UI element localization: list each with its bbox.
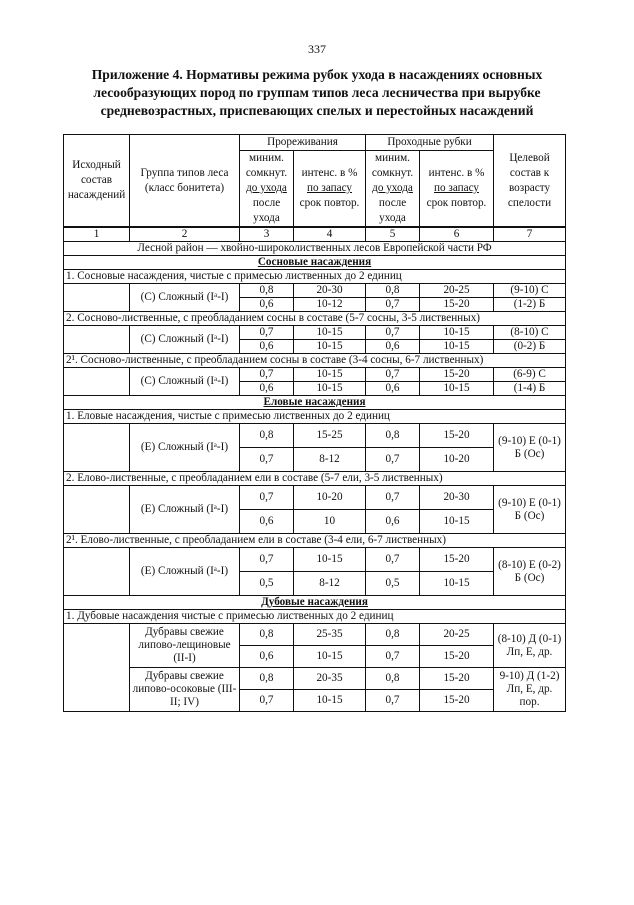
cell: 8-12 xyxy=(294,572,366,596)
cell: 15-20 xyxy=(420,368,494,382)
forest-type: Дубравы свежие липово-лещиновые (II-I) xyxy=(130,624,240,668)
cell: 20-30 xyxy=(420,486,494,510)
cell: 0,8 xyxy=(240,624,294,646)
group-row: 1. Еловые насаждения, чистые с примесью лиственных до 2 единиц xyxy=(64,410,566,424)
col-number: 2 xyxy=(130,227,240,242)
cell: 0,7 xyxy=(240,448,294,472)
cell: 0,8 xyxy=(240,284,294,298)
target-composition: 9-10) Д (1-2) Лп, Е, др. пор. xyxy=(494,668,566,712)
cell: 0,7 xyxy=(366,448,420,472)
cell: 10-15 xyxy=(294,326,366,340)
header-col7: Целевой состав к возрасту спелости xyxy=(494,135,566,228)
cell: 0,7 xyxy=(366,486,420,510)
header-min-density-1: миним. сомкнут. до ухода после ухода xyxy=(240,151,294,228)
group-row: 2¹. Елово-лиственные, с преобладанием ели в составе (3-4 ели, 6-7 лиственных) xyxy=(64,534,566,548)
cell: (9-10) С xyxy=(494,284,566,298)
cell: 20-30 xyxy=(294,284,366,298)
empty-cell xyxy=(64,624,130,712)
group-row: 2. Сосново-лиственные, с преобладанием сосны в составе (5-7 сосны, 3-5 лиственных) xyxy=(64,312,566,326)
cell: 0,6 xyxy=(240,340,294,354)
col-number: 6 xyxy=(420,227,494,242)
col-number: 5 xyxy=(366,227,420,242)
cell: 20-35 xyxy=(294,668,366,690)
cell: 0,8 xyxy=(366,624,420,646)
cell: 10-15 xyxy=(420,510,494,534)
cell: (1-2) Б xyxy=(494,298,566,312)
cell: 10-15 xyxy=(420,572,494,596)
cell: 0,8 xyxy=(366,668,420,690)
cell: 0,5 xyxy=(240,572,294,596)
cell: 0,7 xyxy=(240,368,294,382)
forest-type: (С) Сложный (Iᵃ-I) xyxy=(130,326,240,354)
cell: 10-15 xyxy=(294,382,366,396)
cell: 0,6 xyxy=(240,298,294,312)
cell: 20-25 xyxy=(420,284,494,298)
cell: 10-15 xyxy=(294,646,366,668)
forest-type: Дубравы свежие липово-осоковые (III-II; IV) xyxy=(130,668,240,712)
cell: 15-20 xyxy=(420,668,494,690)
cell: (1-4) Б xyxy=(494,382,566,396)
cell: 0,7 xyxy=(366,548,420,572)
section-pine: Сосновые насаждения xyxy=(64,256,566,270)
target-composition: (8-10) Е (0-2) Б (Ос) xyxy=(494,548,566,596)
cell: 15-20 xyxy=(420,548,494,572)
cell: 0,8 xyxy=(366,424,420,448)
col-number: 4 xyxy=(294,227,366,242)
cell: 0,7 xyxy=(240,486,294,510)
empty-cell xyxy=(64,284,130,312)
norms-table xyxy=(63,134,566,712)
header-col1: Исходный состав насаждений xyxy=(64,135,130,228)
cell: 0,8 xyxy=(240,424,294,448)
target-composition: (9-10) Е (0-1) Б (Ос) xyxy=(494,424,566,472)
cell: 0,5 xyxy=(366,572,420,596)
cell: 10-12 xyxy=(294,298,366,312)
cell: 0,8 xyxy=(366,284,420,298)
region-row: Лесной район — хвойно-широколиственных лесов Европейской части РФ xyxy=(64,242,566,256)
section-spruce: Еловые насаждения xyxy=(64,396,566,410)
target-composition: (9-10) Е (0-1) Б (Ос) xyxy=(494,486,566,534)
cell: 15-20 xyxy=(420,646,494,668)
cell: 25-35 xyxy=(294,624,366,646)
empty-cell xyxy=(64,368,130,396)
cell: 0,6 xyxy=(366,382,420,396)
cell: (0-2) Б xyxy=(494,340,566,354)
empty-cell xyxy=(64,424,130,472)
forest-type: (С) Сложный (Iᵃ-I) xyxy=(130,284,240,312)
header-intensity-1: интенс. в % по запасу срок повтор. xyxy=(294,151,366,228)
group-row: 1. Дубовые насаждения чистые с примесью лиственных до 2 единиц xyxy=(64,610,566,624)
cell: 0,6 xyxy=(240,382,294,396)
page-title: Приложение 4. Нормативы режима рубок ухода в насаждениях основных лесообразующих пород по группам типов леса лесничества при вырубке средневозрастных, приспевающих спелых и перестойных насаждений xyxy=(91,67,543,118)
cell: 10-20 xyxy=(420,448,494,472)
empty-cell xyxy=(64,486,130,534)
forest-type: (С) Сложный (Iᵃ-I) xyxy=(130,368,240,396)
cell: 0,7 xyxy=(366,298,420,312)
cell: 10-15 xyxy=(420,382,494,396)
header-col2: Группа типов леса (класс бонитета) xyxy=(130,135,240,228)
cell: (6-9) С xyxy=(494,368,566,382)
cell: 0,7 xyxy=(240,548,294,572)
cell: 15-20 xyxy=(420,298,494,312)
col-number: 1 xyxy=(64,227,130,242)
col-number: 3 xyxy=(240,227,294,242)
cell: 8-12 xyxy=(294,448,366,472)
group-row: 1. Сосновые насаждения, чистые с примесью лиственных до 2 единиц xyxy=(64,270,566,284)
cell: 0,6 xyxy=(240,646,294,668)
group-row: 2¹. Сосново-лиственные, с преобладанием сосны в составе (3-4 сосны, 6-7 лиственных) xyxy=(64,354,566,368)
cell: 0,7 xyxy=(366,368,420,382)
cell: 0,7 xyxy=(366,690,420,712)
empty-cell xyxy=(64,326,130,354)
forest-type: (Е) Сложный (Iᵃ-I) xyxy=(130,486,240,534)
target-composition: (8-10) Д (0-1) Лп, Е, др. xyxy=(494,624,566,668)
cell: 10-15 xyxy=(420,326,494,340)
cell: 10 xyxy=(294,510,366,534)
col-number: 7 xyxy=(494,227,566,242)
empty-cell xyxy=(64,548,130,596)
forest-type: (Е) Сложный (Iᵃ-I) xyxy=(130,424,240,472)
header-min-density-2: миним. сомкнут. до ухода после ухода xyxy=(366,151,420,228)
page-number: 337 xyxy=(308,42,326,56)
cell: 10-20 xyxy=(294,486,366,510)
cell: 0,7 xyxy=(366,326,420,340)
cell: 10-15 xyxy=(294,340,366,354)
header-intensity-2: интенс. в % по запасу срок повтор. xyxy=(420,151,494,228)
cell: 15-20 xyxy=(420,690,494,712)
cell: 0,6 xyxy=(366,340,420,354)
group-row: 2. Елово-лиственные, с преобладанием ели в составе (5-7 ели, 3-5 лиственных) xyxy=(64,472,566,486)
cell: 15-20 xyxy=(420,424,494,448)
forest-type: (Е) Сложный (Iᵃ-I) xyxy=(130,548,240,596)
cell: 10-15 xyxy=(420,340,494,354)
section-oak: Дубовые насаждения xyxy=(64,596,566,610)
header-passage-cuts: Проходные рубки xyxy=(366,135,494,151)
cell: 0,7 xyxy=(240,326,294,340)
cell: 20-25 xyxy=(420,624,494,646)
header-thinning: Прореживания xyxy=(240,135,366,151)
cell: 10-15 xyxy=(294,368,366,382)
cell: 0,7 xyxy=(240,690,294,712)
cell: 0,6 xyxy=(366,510,420,534)
cell: 0,8 xyxy=(240,668,294,690)
cell: 0,6 xyxy=(240,510,294,534)
cell: 0,7 xyxy=(366,646,420,668)
cell: (8-10) С xyxy=(494,326,566,340)
cell: 10-15 xyxy=(294,548,366,572)
cell: 10-15 xyxy=(294,690,366,712)
cell: 15-25 xyxy=(294,424,366,448)
